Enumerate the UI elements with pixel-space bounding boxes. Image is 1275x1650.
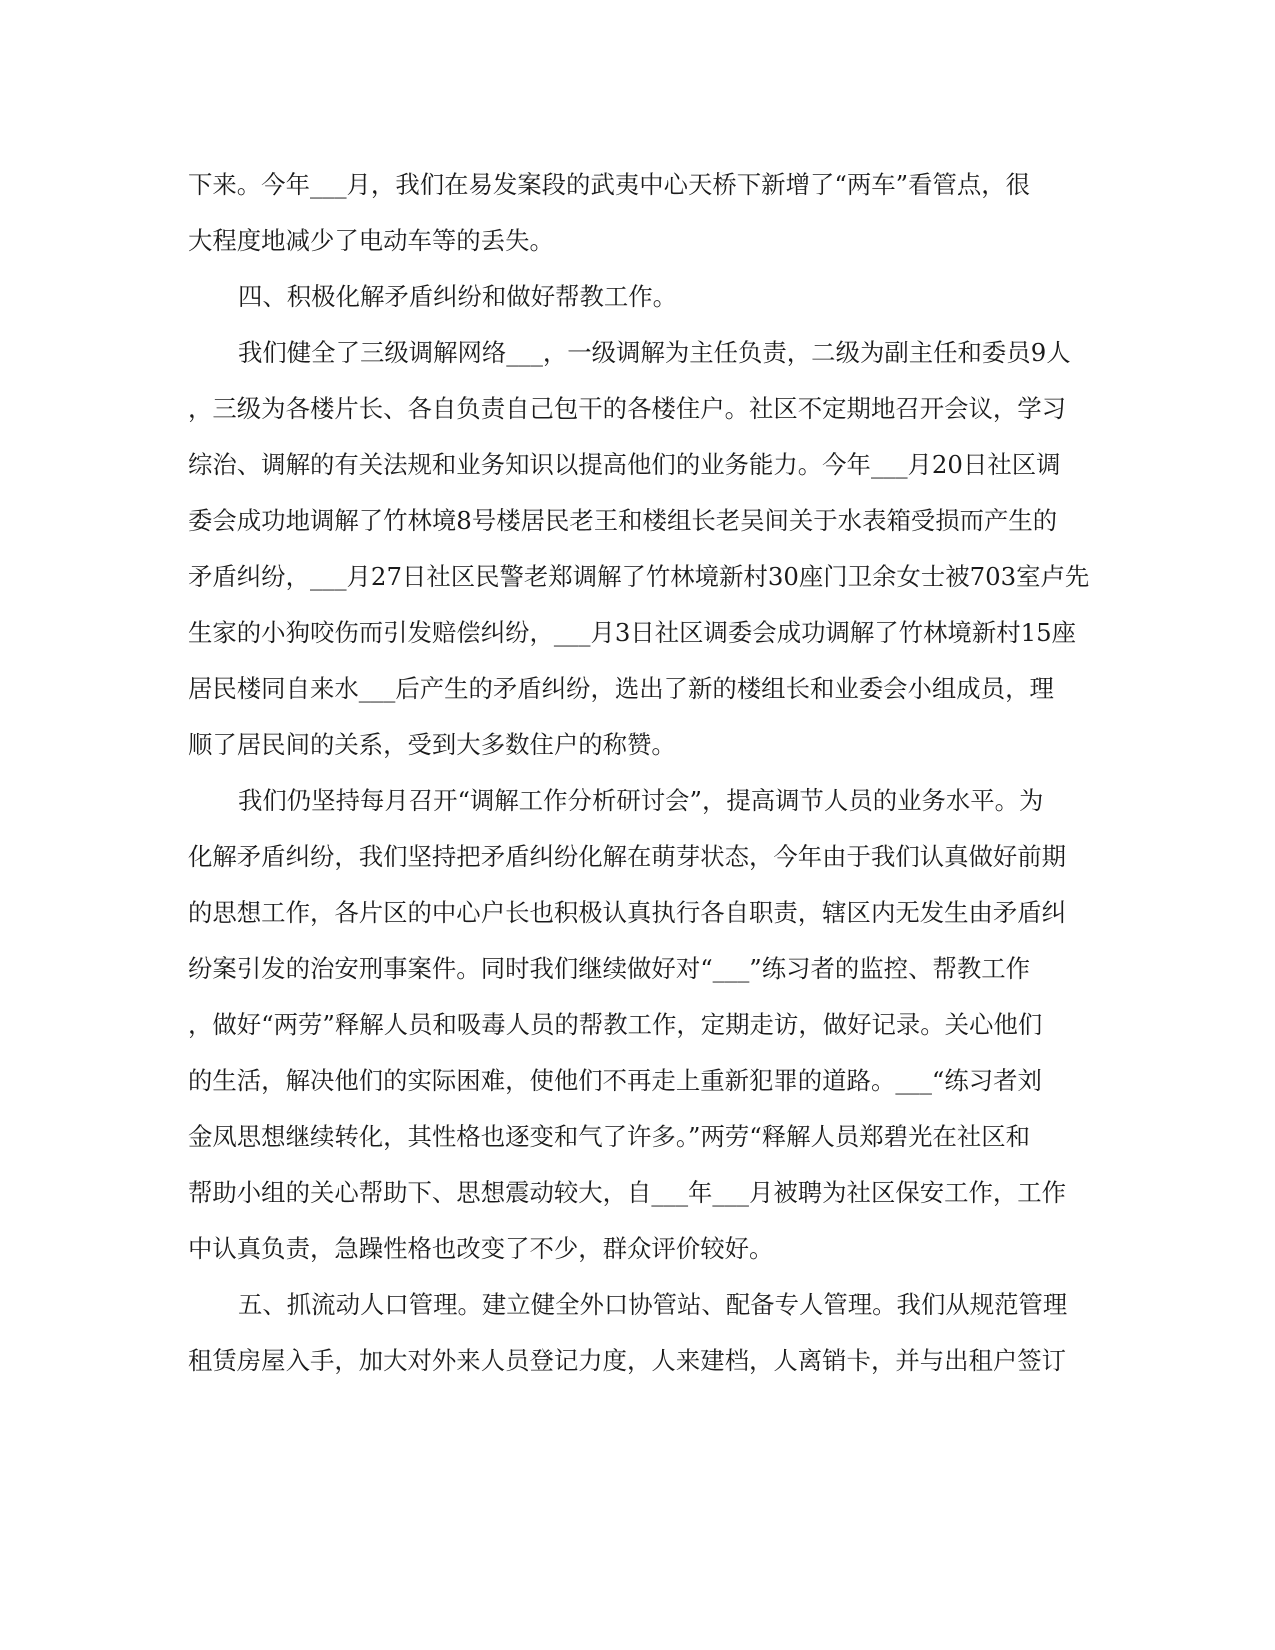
text-line: 金凤思想继续转化，其性格也逐变和气了许多。”两劳“释解人员郑碧光在社区和 [188, 1122, 1031, 1151]
text-line: 我们健全了三级调解网络___，一级调解为主任负责，二级为副主任和委员9人 [238, 338, 1071, 367]
text-line: 居民楼同自来水___后产生的矛盾纠纷，选出了新的楼组长和业委会小组成员，理 [188, 674, 1054, 703]
text-line: ，三级为各楼片长、各自负责自己包干的各楼住户。社区不定期地召开会议，学习 [188, 394, 1067, 423]
text-line: 矛盾纠纷，___月27日社区民警老郑调解了竹林境新村30座门卫余女士被703室卢先 [188, 562, 1090, 591]
text-line: 纷案引发的治安刑事案件。同时我们继续做好对“___”练习者的监控、帮教工作 [188, 954, 1031, 983]
text-line: 的生活，解决他们的实际困难，使他们不再走上重新犯罪的道路。___“练习者刘 [188, 1066, 1042, 1095]
text-line: 顺了居民间的关系，受到大多数住户的称赞。 [188, 730, 676, 759]
section-heading-4: 四、积极化解矛盾纠纷和做好帮教工作。 [238, 282, 678, 311]
text-line: 我们仍坚持每月召开“调解工作分析研讨会”，提高调节人员的业务水平。为 [238, 786, 1044, 815]
text-line: 的思想工作，各片区的中心户长也积极认真执行各自职责，辖区内无发生由矛盾纠 [188, 898, 1067, 927]
text-line: 下来。今年___月，我们在易发案段的武夷中心天桥下新增了“两车”看管点，很 [188, 170, 1031, 199]
text-line: 委会成功地调解了竹林境8号楼居民老王和楼组长老吴间关于水表箱受损而产生的 [188, 506, 1058, 535]
text-line: 帮助小组的关心帮助下、思想震动较大，自___年___月被聘为社区保安工作，工作 [188, 1178, 1067, 1207]
text-line: 租赁房屋入手，加大对外来人员登记力度，人来建档，人离销卡，并与出租户签订 [188, 1346, 1067, 1375]
section-heading-5: 五、抓流动人口管理。建立健全外口协管站、配备专人管理。我们从规范管理 [238, 1290, 1068, 1319]
text-line: 生家的小狗咬伤而引发赔偿纠纷，___月3日社区调委会成功调解了竹林境新村15座 [188, 618, 1077, 647]
text-line: 中认真负责，急躁性格也改变了不少，群众评价较好。 [188, 1234, 774, 1263]
text-line: ，做好“两劳”释解人员和吸毒人员的帮教工作，定期走访，做好记录。关心他们 [188, 1010, 1043, 1039]
text-line: 综治、调解的有关法规和业务知识以提高他们的业务能力。今年___月20日社区调 [188, 450, 1061, 479]
text-line: 化解矛盾纠纷，我们坚持把矛盾纠纷化解在萌芽状态，今年由于我们认真做好前期 [188, 842, 1067, 871]
text-line: 大程度地减少了电动车等的丢失。 [188, 226, 554, 255]
